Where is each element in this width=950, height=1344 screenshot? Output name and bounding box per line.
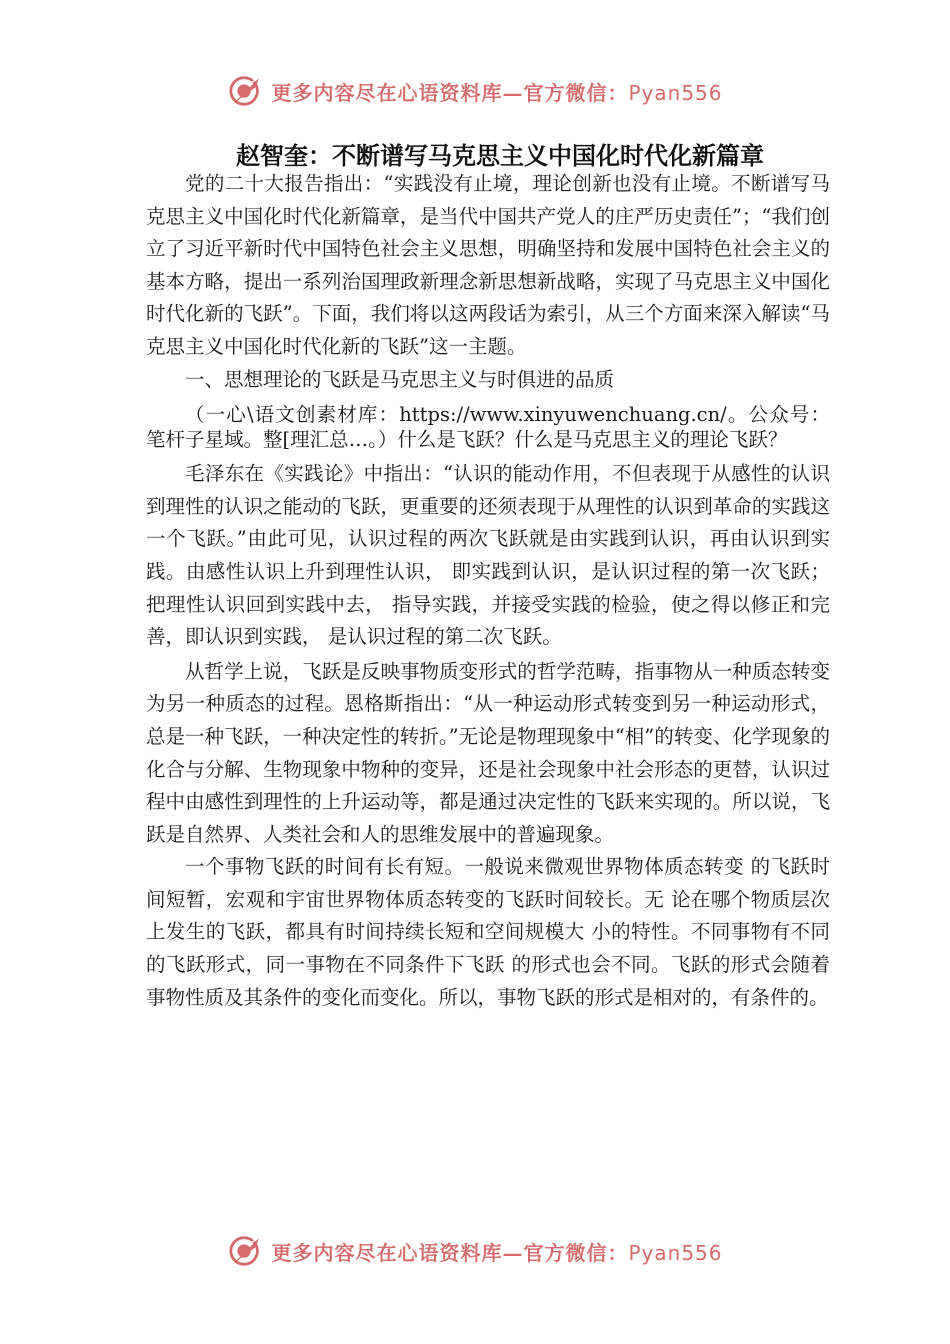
footer-banner-text (271, 1237, 722, 1266)
document-title: 赵智奎：不断谱写马克思主义中国化时代化新篇章 (236, 142, 764, 170)
document-body (146, 168, 830, 1014)
paragraph-intro: 党的二十大报告指出：“实践没有止境，理论创新也没有止境。不断谱写马克思主义中国化时代化新篇章，是当代中国共产党人的庄严历史责任”；“我们创立了习近平新时代中国特色社会主义思想，明确坚持和发展中国特色社会主义的基本方略，提出一系列治国理政新理念新思想新战略，实现了马克思主义中国化时代化新的飞跃”。下面，我们将以这两段话为索引，从三个方面来深入解读“马克思主义中国化时代化新的飞跃”这一主题。 (146, 172, 830, 358)
paragraph-philosophy: 从哲学上说，飞跃是反映事物质变形式的哲学范畴，指事物从一种质态转变为另一种质态的过程。恩格斯指出：“从一种运动形式转变到另一种运动形式，总是一种飞跃，一种决定性的转折。”无论是物理现象中“相”的转变、化学现象的化合与分解、生物现象中物种的变异，还是社会现象中社会形态的更替，认识过程中由感性到理性的上升运动等，都是通过决定性的飞跃来实现的。所以说，飞跃是自然界、人类社会和人的思维发展中的普遍现象。 (146, 659, 830, 846)
quill-logo-icon (227, 1232, 265, 1270)
paragraph-source-note: （一心\语文创素材库：https://www.xinyuwenchuang.cn/。公众号：笔杆子星域。整[理汇总…。）什么是飞跃？什么是马克思主义的理论飞跃？ (146, 403, 830, 452)
footer-banner-cn: 更多内容尽在心语资料库—官方微信： (271, 1240, 629, 1265)
header-banner-text (271, 77, 722, 106)
footer-banner (0, 1232, 950, 1270)
footer-banner-wechat-id: Pyan556 (628, 1240, 723, 1265)
header-banner (0, 72, 950, 110)
section-heading: 一、思想理论的飞跃是马克思主义与时俱进的品质 (185, 367, 615, 391)
paragraph-practice-theory: 毛泽东在《实践论》中指出：“认识的能动作用，不但表现于从感性的认识到理性的认识之能动的飞跃，更重要的还须表现于从理性的认识到革命的实践这一个飞跃。”由此可见，认识过程的两次飞跃就是由实践到认识，再由认识到实践。由感性认识上升到理性认识， 即实践到认识，是认识过程的第一次飞跃；把理性认识回到实践中去， 指导实践，并接受实践的检验，使之得以修正和完善，即认识到实践， 是认识过程的第二次飞跃。 (146, 462, 830, 649)
header-banner-cn: 更多内容尽在心语资料库—官方微信： (271, 80, 629, 105)
header-banner-wechat-id: Pyan556 (628, 80, 723, 105)
quill-logo-icon (227, 72, 265, 110)
paragraph-leap-duration: 一个事物飞跃的时间有长有短。一般说来微观世界物体质态转变 的飞跃时间短暂，宏观和宇宙世界物体质态转变的飞跃时间较长。无 论在哪个物质层次上发生的飞跃，都具有时间持续长短和空间规模大 小的特性。不同事物有不同的飞跃形式，同一事物在不同条件下飞跃 的形式也会不同。飞跃的形式会随着事物性质及其条件的变化而变化。所以，事物飞跃的形式是相对的，有条件的。 (146, 855, 830, 1009)
